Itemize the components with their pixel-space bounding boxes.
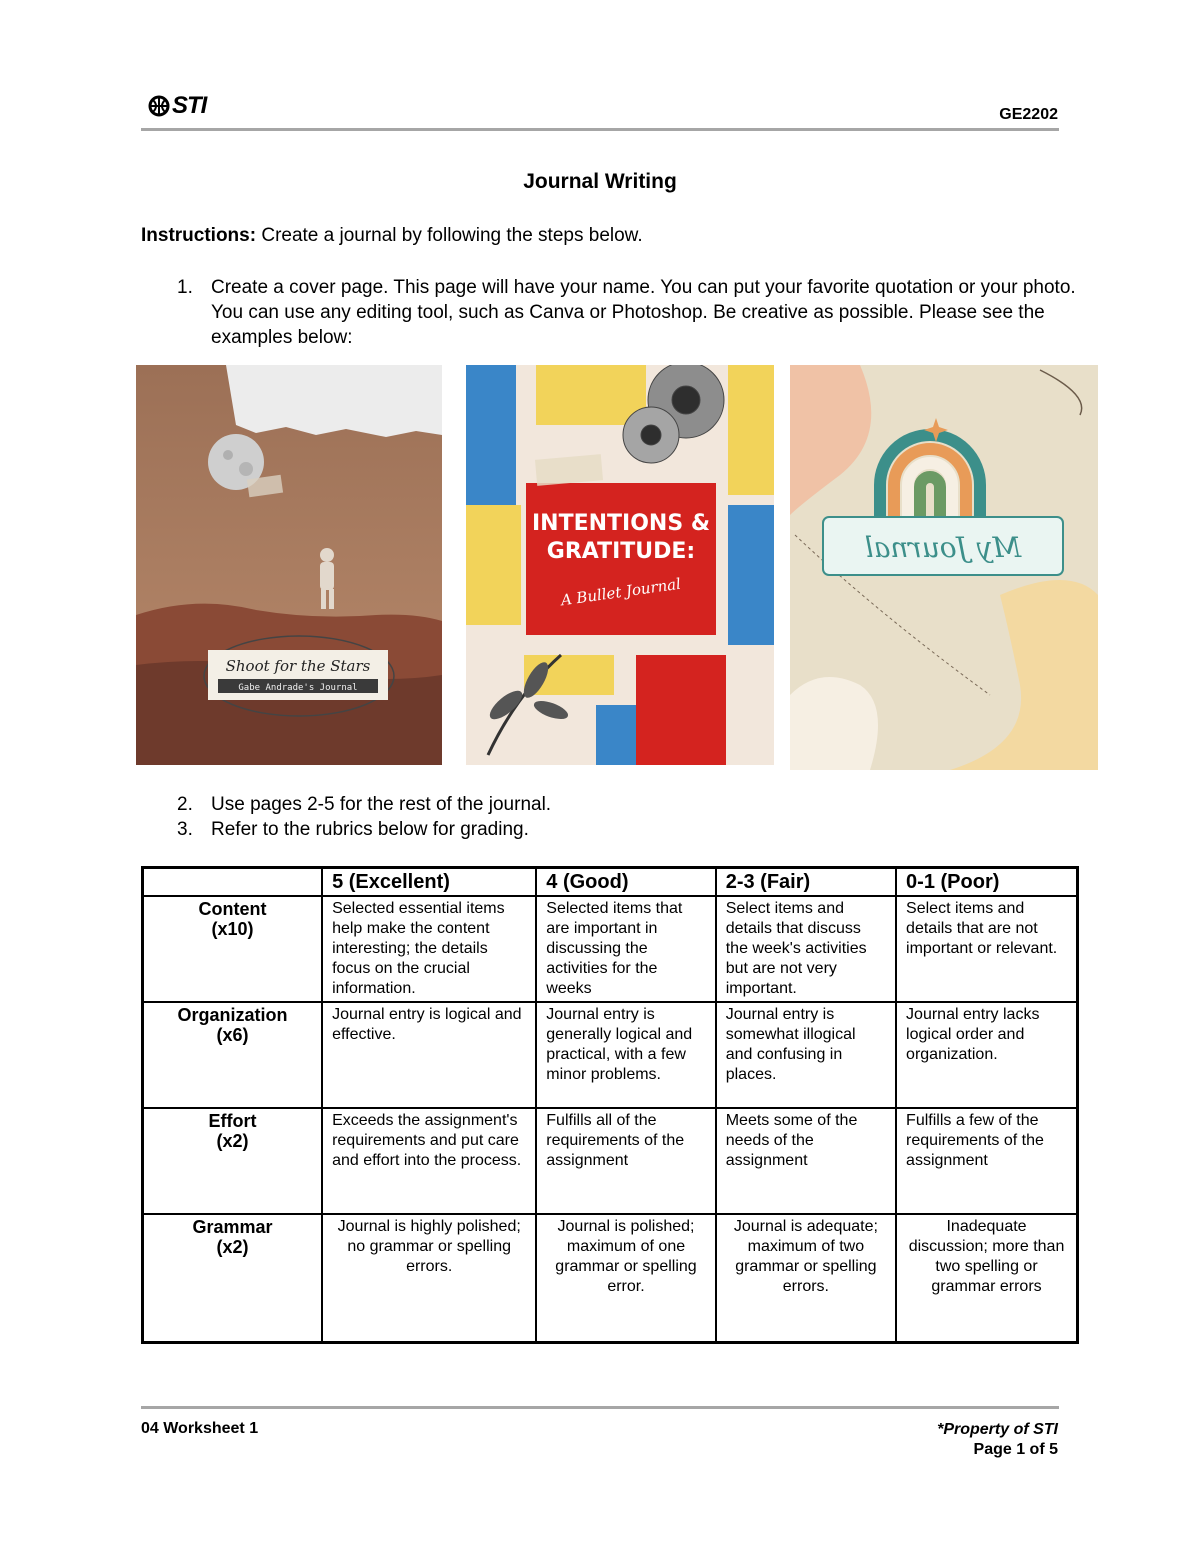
rubric-cell: Select items and details that are not important or relevant. <box>896 896 1077 1002</box>
table-row <box>143 896 1078 1002</box>
rubric-cell: Meets some of the needs of the assignment <box>716 1108 896 1214</box>
criterion-weight: (x2) <box>216 1237 249 1257</box>
course-code: GE2202 <box>999 106 1058 123</box>
footer-right <box>937 1420 1058 1460</box>
rubric-cell: Journal entry is generally logical and practical, with a few minor problems. <box>536 1002 715 1108</box>
table-row <box>143 1002 1078 1108</box>
logo-text: STI <box>172 92 207 119</box>
rubric-header-poor: 0-1 (Poor) <box>896 868 1077 897</box>
rubric-header-fair: 2-3 (Fair) <box>716 868 896 897</box>
cover2-line1: INTENTIONS & <box>531 511 711 536</box>
rubric-table <box>141 866 1079 1344</box>
cover2-line2: GRATITUDE: <box>546 539 696 564</box>
cover1-subtitle: Gabe Andrade's Journal <box>238 683 358 693</box>
step-number: 3. <box>177 819 193 840</box>
step-text: Use pages 2-5 for the rest of the journal. <box>211 794 552 815</box>
rubric-cell: Journal entry lacks logical order and organization. <box>896 1002 1077 1108</box>
rubric-header-row <box>143 868 1078 897</box>
rubric-header-excellent: 5 (Excellent) <box>322 868 536 897</box>
rubric-cell: Inadequate discussion; more than two spelling or grammar errors <box>896 1214 1077 1342</box>
criterion-name: Content <box>198 899 267 919</box>
steps-list-top <box>141 275 1081 350</box>
step-item <box>141 792 1081 817</box>
step-item <box>141 817 1081 842</box>
step-text: Create a cover page. This page will have your name. You can put your favorite quotation or your photo. You can use any editing tool, such as Canva or Photoshop. Be creative as possible. Please see the examples below: <box>211 277 1076 348</box>
criterion-weight: (x10) <box>211 919 254 939</box>
steps-list-bottom <box>141 792 1081 842</box>
rubric-header-good: 4 (Good) <box>536 868 715 897</box>
step-item <box>141 275 1081 350</box>
rubric-cell: Journal is highly polished; no grammar or spelling errors. <box>322 1214 536 1342</box>
criterion-name: Organization <box>177 1005 288 1025</box>
rubric-header-blank <box>143 868 323 897</box>
step-number: 2. <box>177 794 193 815</box>
table-row <box>143 1108 1078 1214</box>
property-notice: *Property of STI <box>937 1421 1058 1438</box>
page-number: Page 1 of 5 <box>973 1441 1058 1458</box>
rubric-cell: Journal is polished; maximum of one grammar or spelling error. <box>536 1214 715 1342</box>
rubric-cell: Exceeds the assignment's requirements and put care and effort into the process. <box>322 1108 536 1214</box>
rubric-cell: Selected items that are important in discussing the activities for the weeks <box>536 896 715 1002</box>
cover1-banner: Shoot for the Stars <box>225 657 371 675</box>
rubric-cell: Fulfills a few of the requirements of the assignment <box>896 1108 1077 1214</box>
step-number: 1. <box>177 277 193 298</box>
instructions-text: Create a journal by following the steps below. <box>256 225 643 246</box>
criterion-cell <box>143 1214 323 1342</box>
header-divider <box>141 128 1059 131</box>
example-cover-stars <box>136 365 442 765</box>
worksheet-label: 04 Worksheet 1 <box>141 1420 259 1437</box>
globe-icon <box>148 95 170 117</box>
example-cover-rainbow <box>790 365 1098 770</box>
criterion-cell <box>143 896 323 1002</box>
footer-divider <box>141 1406 1059 1409</box>
rubric-cell: Journal is adequate; maximum of two grammar or spelling errors. <box>716 1214 896 1342</box>
rubric-cell: Fulfills all of the requirements of the assignment <box>536 1108 715 1214</box>
instructions <box>141 225 643 247</box>
criterion-name: Effort <box>208 1111 257 1131</box>
criterion-weight: (x6) <box>216 1025 249 1045</box>
criterion-cell <box>143 1108 323 1214</box>
cover2-line3: A Bullet Journal <box>559 574 682 610</box>
sti-logo <box>148 92 206 120</box>
example-cover-gratitude <box>466 365 774 765</box>
rubric-cell: Journal entry is somewhat illogical and confusing in places. <box>716 1002 896 1108</box>
table-row <box>143 1214 1078 1342</box>
criterion-weight: (x2) <box>216 1131 249 1151</box>
rubric-cell: Select items and details that discuss the week's activities but are not very important. <box>716 896 896 1002</box>
page-title: Journal Writing <box>523 170 677 193</box>
criterion-name: Grammar <box>192 1217 273 1237</box>
rubric-cell: Journal entry is logical and effective. <box>322 1002 536 1108</box>
instructions-label: Instructions: <box>141 225 257 246</box>
cover3-label: My Journal <box>864 531 1022 564</box>
step-text: Refer to the rubrics below for grading. <box>211 819 529 840</box>
rubric-cell: Selected essential items help make the content interesting; the details focus on the crucial information. <box>322 896 536 1002</box>
criterion-cell <box>143 1002 323 1108</box>
